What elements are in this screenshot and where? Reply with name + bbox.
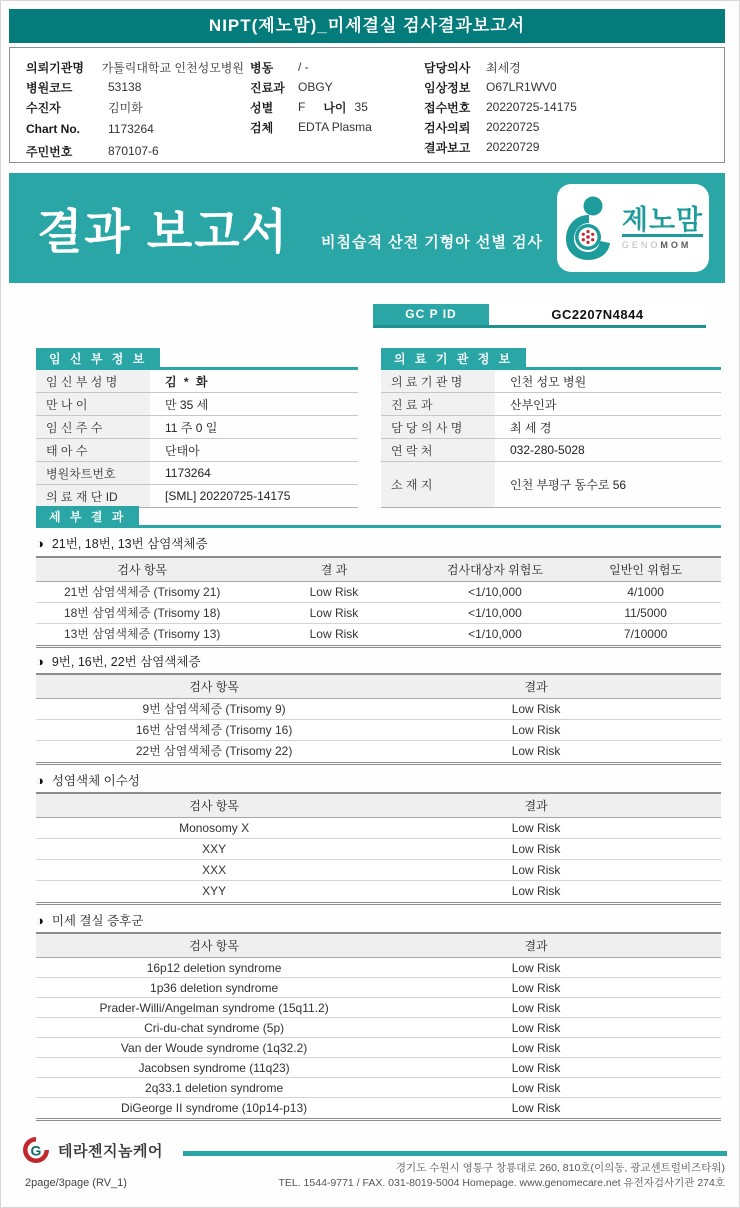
order-row	[26, 77, 244, 97]
row-value: 만 35 세	[165, 397, 209, 412]
column-header: 검사 항목	[189, 680, 239, 694]
field-label: 병동	[250, 60, 274, 75]
table-header-row	[36, 675, 721, 699]
table-row	[36, 881, 721, 902]
test-item: XXY	[202, 842, 227, 856]
logo-mom: MOM	[660, 240, 692, 251]
order-row	[250, 117, 420, 137]
row-value: [SML] 20220725-14175	[165, 489, 291, 503]
field-label: 나이	[323, 100, 347, 115]
test-result: Low Risk	[511, 1001, 561, 1015]
test-result: Low Risk	[511, 744, 561, 758]
table-row	[36, 370, 358, 393]
row-label: 진 료 과	[381, 393, 495, 415]
test-result: Low Risk	[309, 627, 359, 641]
field-value: 최세경	[486, 60, 521, 75]
test-item: Cri-du-chat syndrome (5p)	[144, 1021, 285, 1035]
row-value: 인천 부평구 동수로 56	[510, 478, 627, 492]
field-label: 진료과	[250, 80, 285, 95]
test-result: Low Risk	[511, 723, 561, 737]
table-row	[36, 1058, 721, 1078]
table-row	[36, 485, 358, 508]
test-result: Low Risk	[511, 884, 561, 898]
banner-subtitle: 비침습적 산전 기형아 선별 검사	[321, 234, 544, 251]
half-circle-bullet-icon: ◑	[36, 912, 44, 928]
section-title-sex-chromosome	[36, 771, 140, 789]
row-value: 1173264	[165, 466, 211, 480]
row-value: 032-280-5028	[510, 443, 585, 457]
test-item: Monosomy X	[179, 821, 250, 835]
test-item: 13번 삼염색체증 (Trisomy 13)	[63, 627, 221, 641]
footer-divider-line	[183, 1151, 727, 1156]
field-label: 병원코드	[26, 80, 73, 95]
table-row	[36, 582, 721, 603]
test-item: 16p12 deletion syndrome	[146, 961, 282, 975]
table-header-row	[36, 558, 721, 582]
footer-address	[278, 1161, 725, 1191]
test-result: Low Risk	[309, 585, 359, 599]
row-value: 산부인과	[510, 397, 557, 412]
column-header: 결 과	[320, 563, 348, 577]
order-info-col3	[424, 57, 716, 157]
detail-results-header-row	[36, 506, 721, 528]
field-value: / -	[298, 60, 309, 74]
genomom-english	[622, 240, 692, 250]
address-line-2: TEL. 1544-9771 / FAX. 031-8019-5004 Homepage. www.genomecare.net 유전자검사기관 274호	[278, 1177, 725, 1189]
order-row	[26, 97, 244, 117]
test-result: Low Risk	[511, 863, 561, 877]
genomom-logo	[557, 184, 709, 272]
row-label: 의 료 기 관 명	[381, 370, 495, 392]
section-title-trisomy-9-16-22	[36, 652, 201, 670]
field-value: 53138	[108, 80, 142, 94]
field-value: 20220729	[486, 140, 540, 154]
genomom-logo-text	[622, 206, 703, 250]
row-label: 연 락 처	[381, 439, 495, 461]
section-title-text: 미세 결실 증후군	[51, 914, 144, 928]
detail-results-header: 세 부 결 과	[36, 506, 139, 528]
order-row	[250, 97, 420, 117]
clinic-info-header: 의 료 기 관 정 보	[381, 348, 526, 370]
section-title-microdeletion	[36, 911, 143, 929]
row-value: 인천 성모 병원	[510, 374, 587, 389]
table-row	[36, 839, 721, 860]
order-row	[424, 137, 716, 157]
report-title: NIPT(제노맘)_미세결실 검사결과보고서	[208, 16, 526, 35]
test-result: Low Risk	[511, 1081, 561, 1095]
table-row	[36, 741, 721, 762]
clinic-info-table	[381, 348, 721, 508]
genomom-korean: 제노맘	[622, 206, 703, 237]
table-header-row	[36, 934, 721, 958]
sex-chromosome-table	[36, 792, 721, 905]
order-info-col1	[26, 57, 244, 161]
half-circle-bullet-icon: ◑	[36, 535, 44, 551]
table-row	[36, 603, 721, 624]
table-row	[36, 416, 358, 439]
population-risk: 4/1000	[627, 585, 664, 599]
field-label: 수진자	[26, 100, 61, 115]
field-value: O67LR1WV0	[486, 80, 557, 94]
field-value: 20220725-14175	[486, 100, 577, 114]
row-label: 병원차트번호	[36, 462, 150, 484]
section-title-text: 9번, 16번, 22번 삼염색체증	[51, 655, 201, 669]
section-title-text: 성염색체 이수성	[51, 774, 140, 788]
table-row	[36, 393, 358, 416]
order-row	[424, 117, 716, 137]
test-item: 18번 삼염색체증 (Trisomy 18)	[63, 606, 221, 620]
table-row	[36, 998, 721, 1018]
mother-info-table	[36, 348, 358, 508]
field-label: 검체	[250, 120, 274, 135]
test-item: XXX	[202, 863, 227, 877]
theragen-logo-text: 테라젠지놈케어	[58, 1142, 163, 1160]
test-item: 21번 삼염색체증 (Trisomy 21)	[63, 585, 221, 599]
test-item: 1p36 deletion syndrome	[150, 981, 279, 995]
field-label: Chart No.	[26, 122, 80, 136]
test-result: Low Risk	[511, 842, 561, 856]
test-result: Low Risk	[511, 1021, 561, 1035]
address-line-1: 경기도 수원시 영통구 창룡대로 260, 810호(이의동, 광교센트럴비즈타워)	[395, 1162, 725, 1174]
table-row	[36, 624, 721, 645]
test-result: Low Risk	[511, 961, 561, 975]
logo-geno: GENO	[621, 240, 661, 251]
table-row	[381, 439, 721, 462]
trisomy-21-18-13-table	[36, 556, 721, 648]
table-row	[381, 393, 721, 416]
test-item: XYY	[202, 884, 227, 898]
table-row	[36, 1018, 721, 1038]
field-value: 870107-6	[108, 144, 159, 158]
subject-risk: <1/10,000	[468, 606, 522, 620]
test-result: Low Risk	[309, 606, 359, 620]
table-row	[36, 699, 721, 720]
column-header: 결과	[524, 680, 548, 694]
column-header: 결과	[524, 939, 548, 953]
test-result: Low Risk	[511, 821, 561, 835]
field-label: 성별	[250, 100, 274, 115]
row-value: 김 * 화	[165, 374, 210, 389]
half-circle-bullet-icon: ◑	[36, 653, 44, 669]
field-value: F	[298, 100, 306, 114]
order-row	[26, 119, 244, 139]
theragen-logo	[21, 1135, 163, 1165]
subject-risk: <1/10,000	[468, 627, 522, 641]
order-row	[424, 57, 716, 77]
svg-text:G: G	[30, 1142, 42, 1159]
field-value: 35	[354, 100, 368, 114]
row-label: 태 아 수	[36, 439, 150, 461]
test-item: 2q33.1 deletion syndrome	[145, 1081, 284, 1095]
order-row	[250, 57, 420, 77]
table-row	[36, 720, 721, 741]
field-value: OBGY	[298, 80, 333, 94]
row-label: 소 재 지	[381, 462, 495, 507]
column-header: 검사 항목	[117, 563, 168, 577]
order-row	[424, 77, 716, 97]
field-value: 1173264	[108, 122, 154, 136]
gc-p-id-label: GC P ID	[373, 304, 489, 325]
table-row	[36, 818, 721, 839]
row-label: 임 신 부 성 명	[36, 370, 150, 392]
table-row	[381, 370, 721, 393]
field-value: 김미화	[108, 100, 143, 115]
test-item: 9번 삼염색체증 (Trisomy 9)	[142, 702, 286, 716]
banner-title: 결과 보고서	[37, 205, 290, 258]
population-risk: 11/5000	[624, 606, 667, 620]
test-result: Low Risk	[511, 1061, 561, 1075]
table-row	[36, 1038, 721, 1058]
test-result: Low Risk	[511, 1041, 561, 1055]
trisomy-9-16-22-table	[36, 673, 721, 765]
genomom-mother-icon	[563, 195, 615, 261]
field-label: 의뢰기관명	[26, 60, 84, 75]
column-header: 검사 항목	[189, 799, 239, 813]
result-banner	[9, 173, 725, 283]
field-value: 가톨릭대학교 인천성모병원	[101, 60, 244, 75]
order-row	[250, 77, 420, 97]
test-item: Prader-Willi/Angelman syndrome (15q11.2)	[99, 1001, 329, 1015]
field-label: 검사의뢰	[424, 120, 471, 135]
table-row	[36, 1098, 721, 1118]
table-header-row	[36, 794, 721, 818]
page-indicator: 2page/3page (RV_1)	[25, 1177, 127, 1189]
row-label: 만 나 이	[36, 393, 150, 415]
microdeletion-table	[36, 932, 721, 1121]
order-row	[424, 97, 716, 117]
test-result: Low Risk	[511, 1101, 561, 1115]
field-value: 20220725	[486, 120, 540, 134]
table-row	[36, 439, 358, 462]
field-label: 주민번호	[26, 144, 73, 159]
field-label: 임상정보	[424, 80, 471, 95]
clinic-info-header-row	[381, 348, 721, 370]
order-row	[26, 57, 244, 77]
table-row	[36, 860, 721, 881]
order-row	[26, 141, 244, 161]
field-label: 결과보고	[424, 140, 471, 155]
column-header: 결과	[524, 799, 548, 813]
row-value: 11 주 0 일	[165, 420, 218, 435]
row-value: 최 세 경	[510, 420, 552, 435]
test-result: Low Risk	[511, 981, 561, 995]
report-title-bar	[9, 9, 725, 43]
table-row	[381, 416, 721, 439]
mother-info-header: 임 신 부 정 보	[36, 348, 160, 370]
table-row	[381, 462, 721, 508]
table-row	[36, 1078, 721, 1098]
row-value: 단태아	[165, 443, 200, 458]
row-label: 임 신 주 수	[36, 416, 150, 438]
mother-info-header-row	[36, 348, 358, 370]
gc-p-id-bar	[373, 304, 706, 328]
test-item: 16번 삼염색체증 (Trisomy 16)	[135, 723, 293, 737]
test-item: DiGeorge II syndrome (10p14-p13)	[121, 1101, 308, 1115]
table-row	[36, 958, 721, 978]
column-header: 일반인 위험도	[609, 563, 683, 577]
test-item: 22번 삼염색체증 (Trisomy 22)	[135, 744, 293, 758]
field-value: EDTA Plasma	[298, 120, 372, 134]
table-row	[36, 978, 721, 998]
test-item: Jacobsen syndrome (11q23)	[138, 1061, 290, 1075]
test-item: Van der Woude syndrome (1q32.2)	[120, 1041, 308, 1055]
section-title-trisomy-21-18-13	[36, 534, 208, 552]
theragen-g-icon	[21, 1135, 51, 1165]
order-info-box	[9, 47, 725, 163]
field-label: 담당의사	[424, 60, 471, 75]
table-row	[36, 462, 358, 485]
gc-p-id-value: GC2207N4844	[489, 304, 706, 325]
column-header: 검사 항목	[189, 939, 239, 953]
field-label: 접수번호	[424, 100, 471, 115]
population-risk: 7/10000	[623, 627, 668, 641]
column-header: 검사대상자 위험도	[446, 563, 543, 577]
test-result: Low Risk	[511, 702, 561, 716]
subject-risk: <1/10,000	[468, 585, 522, 599]
row-label: 의 료 재 단 ID	[36, 485, 150, 507]
row-label: 담 당 의 사 명	[381, 416, 495, 438]
order-info-col2	[250, 57, 420, 137]
section-title-text: 21번, 18번, 13번 삼염색체증	[51, 537, 208, 551]
half-circle-bullet-icon: ◑	[36, 772, 44, 788]
